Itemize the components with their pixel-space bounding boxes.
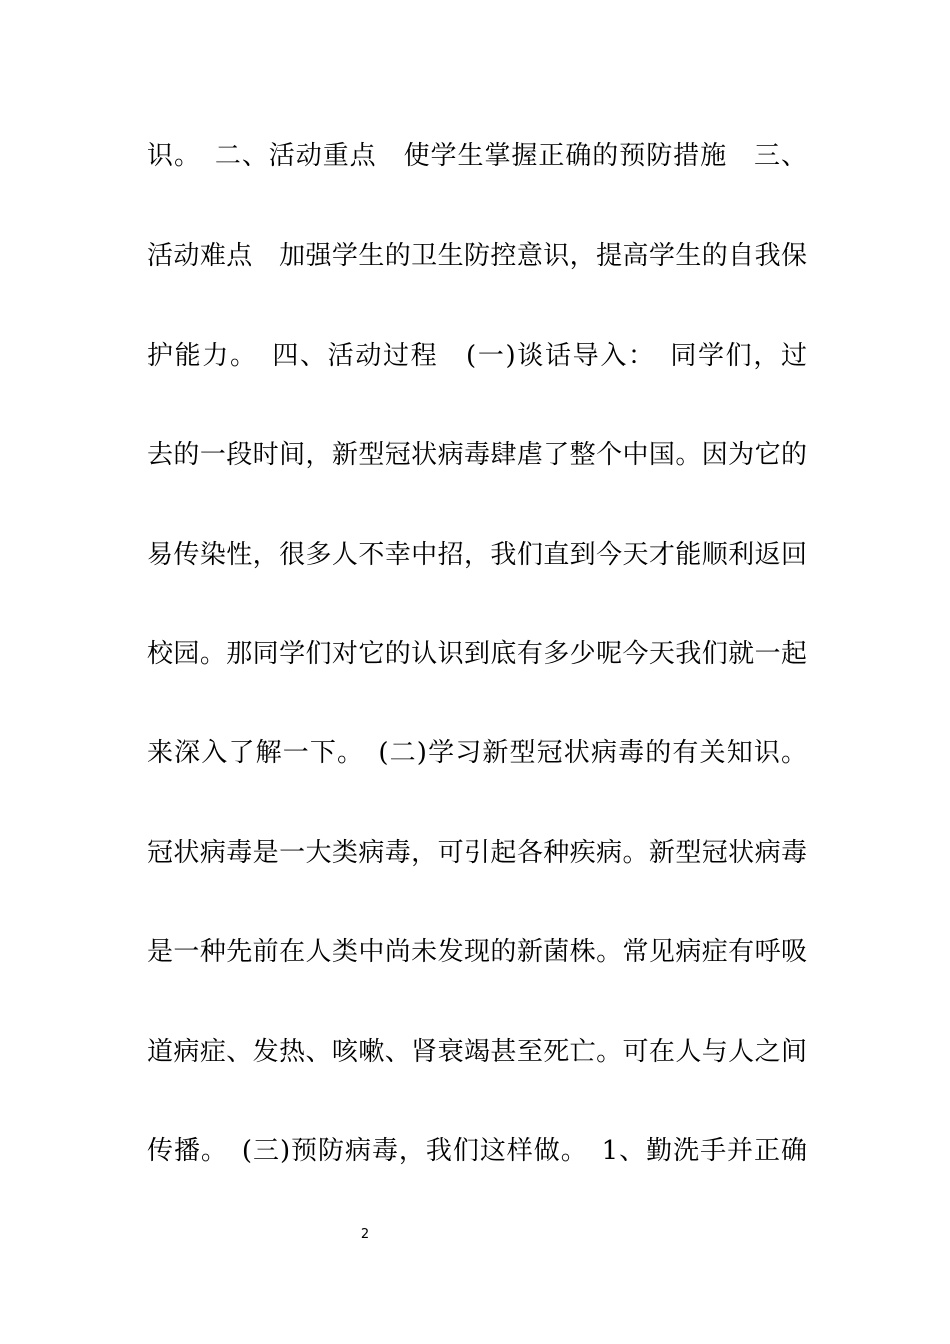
page-number: 2 — [360, 1227, 370, 1242]
body-text-line: 冠状病毒是一大类病毒，可引起各种疾病。新型冠状病毒 — [147, 838, 807, 868]
body-text-line: 是一种先前在人类中尚未发现的新菌株。常见病症有呼吸 — [147, 937, 807, 967]
body-text-line: 来深入了解一下。 (二)学习新型冠状病毒的有关知识。 — [147, 738, 807, 768]
body-text-line: 道病症、发热、咳嗽、肾衰竭甚至死亡。可在人与人之间 — [147, 1037, 807, 1067]
body-text-line: 活动难点 加强学生的卫生防控意识，提高学生的自我保 — [147, 241, 807, 271]
body-text-line: 去的一段时间，新型冠状病毒肆虐了整个中国。因为它的 — [147, 440, 807, 470]
body-text-line: 易传染性，很多人不幸中招，我们直到今天才能顺利返回 — [147, 540, 807, 570]
body-text-line: 识。 二、活动重点 使学生掌握正确的预防措施 三、 — [147, 141, 807, 171]
body-text-line: 传播。 (三)预防病毒，我们这样做。 1、勤洗手并正确 — [147, 1136, 807, 1166]
body-text-line: 护能力。 四、活动过程 (一)谈话导入： 同学们，过 — [147, 341, 807, 371]
body-text-line: 校园。那同学们对它的认识到底有多少呢今天我们就一起 — [147, 639, 807, 669]
